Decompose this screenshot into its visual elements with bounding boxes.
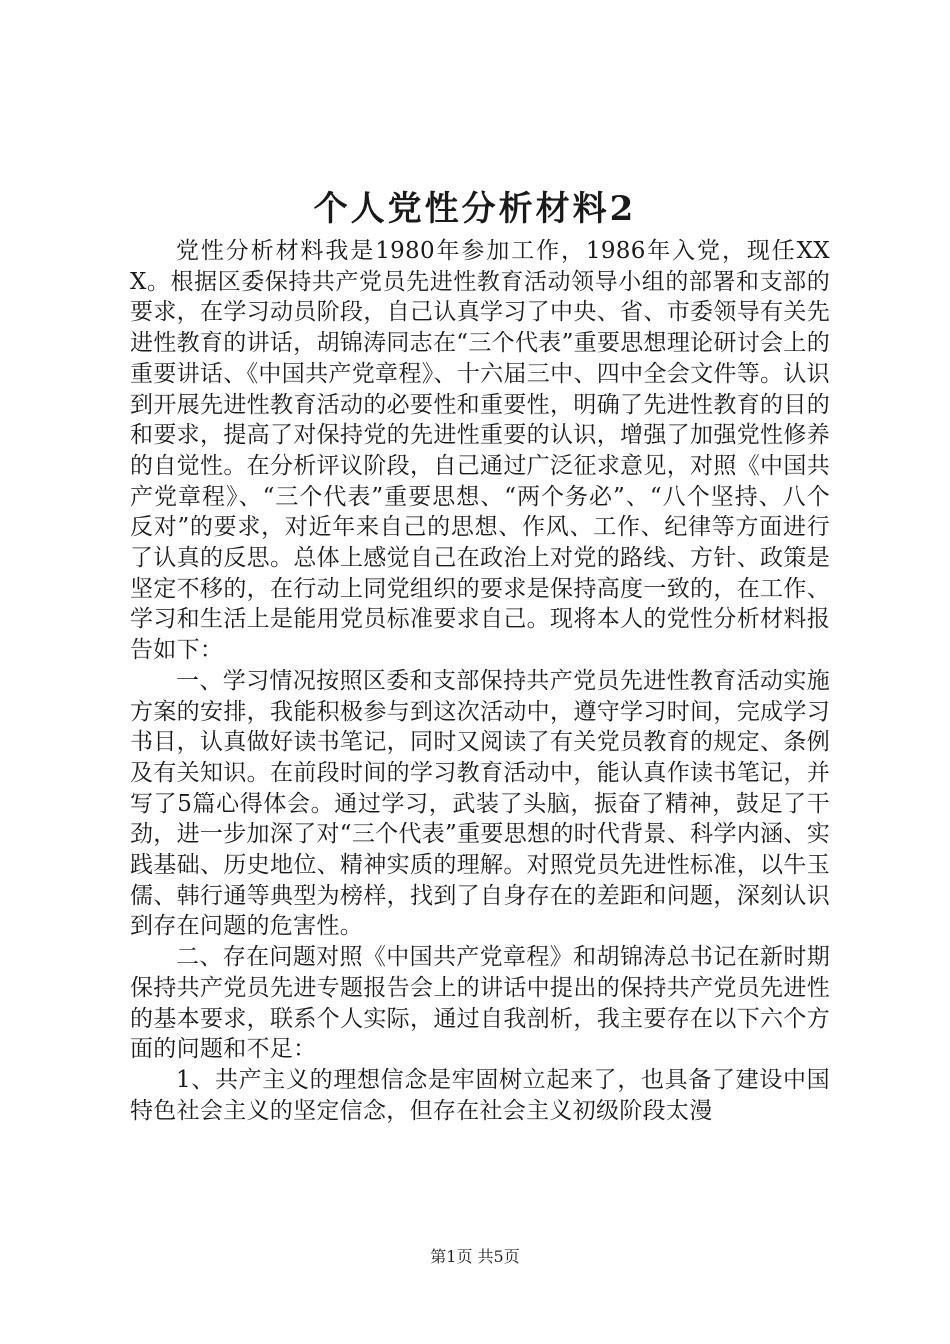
paragraph-problem-one: 1、共产主义的理想信念是牢固树立起来了，也具备了建设中国特色社会主义的坚定信念，但存在社会主义初级阶段太漫 [130, 1066, 830, 1124]
page-number-footer: 第1页 共5页 [430, 1247, 520, 1266]
paragraph-intro: 党性分析材料我是1980年参加工作，1986年入党，现任XXX。根据区委保持共产党员先进性教育活动领导小组的部署和支部的要求，在学习动员阶段，自己认真学习了中央、省、市委领导有关先进性教育的讲话，胡锦涛同志在“三个代表”重要思想理论研讨会上的重要讲话、《中国共产党章程》、十六届三中、四中全会文件等。认识到开展先进性教育活动的必要性和重要性，明确了先进性教育的目的和要求，提高了对保持党的先进性重要的认识，增强了加强党性修养的自觉性。在分析评议阶段，自己通过广泛征求意见，对照《中国共产党章程》、“三个代表”重要思想、“两个务必”、“八个坚持、八个反对”的要求，对近年来自己的思想、作风、工作、纪律等方面进行了认真的反思。总体上感觉自己在政治上对党的路线、方针、政策是坚定不移的，在行动上同党组织的要求是保持高度一致的，在工作、学习和生活上是能用党员标准要求自己。现将本人的党性分析材料报告如下： [130, 238, 830, 664]
paragraph-existing-problems: 二、存在问题对照《中国共产党章程》和胡锦涛总书记在新时期保持共产党员先进专题报告会上的讲话中提出的保持共产党员先进性的基本要求，联系个人实际，通过自我剖析，我主要存在以下六个方面的问题和不足： [130, 944, 830, 1063]
document-title: 个人党性分析材料2 [313, 189, 637, 229]
paragraph-study-situation: 一、学习情况按照区委和支部保持共产党员先进性教育活动实施方案的安排，我能积极参与到这次活动中，遵守学习时间，完成学习书目，认真做好读书笔记，同时又阅读了有关党员教育的规定、条例及有关知识。在前段时间的学习教育活动中，能认真作读书笔记，并写了5篇心得体会。通过学习，武装了头脑，振奋了精神，鼓足了干劲，进一步加深了对“三个代表”重要思想的时代背景、科学内涵、实践基础、历史地位、精神实质的理解。对照党员先进性标准，以牛玉儒、韩行通等典型为榜样，找到了自身存在的差距和问题，深刻认识到存在问题的危害性。 [130, 667, 830, 940]
document-body [130, 236, 830, 1126]
